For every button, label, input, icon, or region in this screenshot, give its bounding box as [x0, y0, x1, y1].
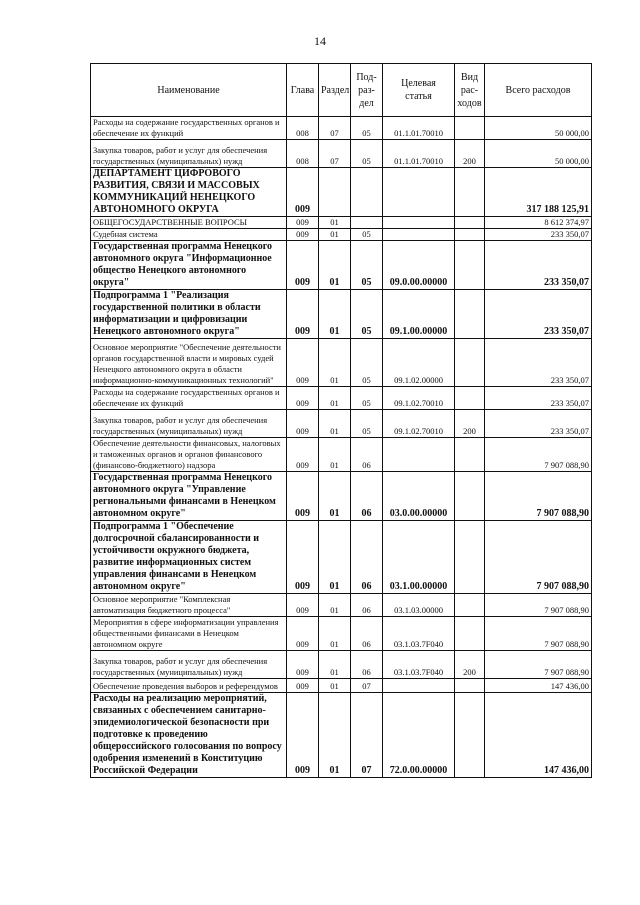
cell-target: 09.0.00.00000	[383, 241, 455, 290]
table-row	[91, 679, 592, 693]
cell-section	[319, 168, 351, 217]
table-row	[91, 438, 592, 472]
cell-name: Государственная программа Ненецкого автономного округа "Управление региональными финансами в Ненецком автономном округе"	[91, 472, 287, 521]
cell-chapter: 009	[287, 387, 319, 410]
cell-total: 233 350,07	[485, 410, 592, 438]
cell-section: 07	[319, 140, 351, 168]
cell-subsection: 06	[351, 472, 383, 521]
cell-chapter: 009	[287, 241, 319, 290]
cell-subsection: 06	[351, 521, 383, 594]
table-row	[91, 651, 592, 679]
cell-target: 03.1.03.7F040	[383, 617, 455, 651]
cell-subsection: 05	[351, 290, 383, 339]
header-name: Наименование	[91, 64, 287, 117]
cell-exp-type: 200	[455, 410, 485, 438]
cell-section: 01	[319, 387, 351, 410]
header-target: Целевая статья	[383, 64, 455, 117]
cell-name: Обеспечение деятельности финансовых, налоговых и таможенных органов и органов финансового (финансово-бюджетного) надзора	[91, 438, 287, 472]
cell-section: 01	[319, 617, 351, 651]
cell-name: Закупка товаров, работ и услуг для обеспечения государственных (муниципальных) нужд	[91, 140, 287, 168]
cell-section: 01	[319, 229, 351, 241]
budget-table	[90, 63, 592, 778]
cell-target	[383, 229, 455, 241]
cell-total: 50 000,00	[485, 140, 592, 168]
cell-exp-type	[455, 290, 485, 339]
cell-subsection	[351, 217, 383, 229]
cell-total: 7 907 088,90	[485, 594, 592, 617]
cell-total: 7 907 088,90	[485, 521, 592, 594]
cell-target	[383, 438, 455, 472]
cell-section: 01	[319, 339, 351, 387]
cell-target	[383, 168, 455, 217]
cell-section: 01	[319, 410, 351, 438]
cell-subsection: 07	[351, 693, 383, 778]
cell-target: 03.1.03.00000	[383, 594, 455, 617]
cell-subsection: 07	[351, 679, 383, 693]
cell-section: 01	[319, 472, 351, 521]
cell-name: Расходы на реализацию мероприятий, связанных с обеспечением санитарно-эпидемиологической безопасности при подготовке к проведению общероссийского голосования по вопросу одобрения изменений в Конституцию Российской Федерации	[91, 693, 287, 778]
cell-exp-type	[455, 472, 485, 521]
cell-exp-type: 200	[455, 651, 485, 679]
cell-exp-type	[455, 521, 485, 594]
cell-name: Судебная система	[91, 229, 287, 241]
cell-section: 01	[319, 693, 351, 778]
cell-chapter: 009	[287, 521, 319, 594]
cell-total: 147 436,00	[485, 679, 592, 693]
cell-chapter: 009	[287, 472, 319, 521]
cell-chapter: 008	[287, 117, 319, 140]
cell-subsection: 05	[351, 229, 383, 241]
table-header-row	[91, 64, 592, 117]
cell-subsection: 06	[351, 438, 383, 472]
table-row	[91, 521, 592, 594]
cell-total: 147 436,00	[485, 693, 592, 778]
table-row	[91, 168, 592, 217]
cell-section: 01	[319, 241, 351, 290]
table-row	[91, 693, 592, 778]
cell-exp-type	[455, 617, 485, 651]
cell-exp-type	[455, 229, 485, 241]
cell-subsection	[351, 168, 383, 217]
cell-target: 09.1.02.70010	[383, 410, 455, 438]
cell-target	[383, 679, 455, 693]
cell-section: 01	[319, 679, 351, 693]
cell-total: 8 612 374,97	[485, 217, 592, 229]
cell-target	[383, 217, 455, 229]
cell-chapter: 009	[287, 290, 319, 339]
cell-name: Государственная программа Ненецкого автономного округа "Информационное общество Ненецкого автономного округа"	[91, 241, 287, 290]
cell-exp-type	[455, 693, 485, 778]
cell-subsection: 05	[351, 339, 383, 387]
cell-chapter: 009	[287, 617, 319, 651]
cell-name: Подпрограмма 1 "Обеспечение долгосрочной сбалансированности и устойчивости окружного бюджета, развитие информационных систем управления финансами в Ненецком автономном округе"	[91, 521, 287, 594]
table-row	[91, 241, 592, 290]
cell-name: ДЕПАРТАМЕНТ ЦИФРОВОГО РАЗВИТИЯ, СВЯЗИ И МАССОВЫХ КОММУНИКАЦИЙ НЕНЕЦКОГО АВТОНОМНОГО ОКРУГА	[91, 168, 287, 217]
cell-subsection: 06	[351, 617, 383, 651]
cell-target: 09.1.00.00000	[383, 290, 455, 339]
table-row	[91, 290, 592, 339]
cell-chapter: 008	[287, 140, 319, 168]
cell-chapter: 009	[287, 339, 319, 387]
header-total: Всего расходов	[485, 64, 592, 117]
cell-exp-type	[455, 217, 485, 229]
cell-name: Закупка товаров, работ и услуг для обеспечения государственных (муниципальных) нужд	[91, 651, 287, 679]
cell-chapter: 009	[287, 217, 319, 229]
table-row	[91, 140, 592, 168]
cell-total: 233 350,07	[485, 387, 592, 410]
table-row	[91, 339, 592, 387]
page-number: 14	[314, 34, 326, 48]
cell-chapter: 009	[287, 679, 319, 693]
cell-subsection: 05	[351, 387, 383, 410]
cell-chapter: 009	[287, 594, 319, 617]
cell-total: 233 350,07	[485, 339, 592, 387]
cell-exp-type	[455, 679, 485, 693]
cell-exp-type	[455, 168, 485, 217]
table-row	[91, 387, 592, 410]
header-exp-type: Вид рас- ходов	[455, 64, 485, 117]
cell-exp-type	[455, 241, 485, 290]
cell-section: 01	[319, 290, 351, 339]
table-row	[91, 410, 592, 438]
cell-total: 50 000,00	[485, 117, 592, 140]
cell-total: 233 350,07	[485, 241, 592, 290]
table-row	[91, 217, 592, 229]
cell-name: Подпрограмма 1 "Реализация государственной политики в области информатизации и цифровизации Ненецкого автономного округа"	[91, 290, 287, 339]
cell-name: Основное мероприятие "Обеспечение деятельности органов государственной власти и мировых судей Ненецкого автономного округа в области информационно-коммуникационных технологий"	[91, 339, 287, 387]
cell-target: 01.1.01.70010	[383, 117, 455, 140]
table-row	[91, 617, 592, 651]
cell-name: Обеспечение проведения выборов и референдумов	[91, 679, 287, 693]
cell-total: 317 188 125,91	[485, 168, 592, 217]
cell-exp-type	[455, 339, 485, 387]
cell-total: 233 350,07	[485, 290, 592, 339]
cell-total: 233 350,07	[485, 229, 592, 241]
cell-subsection: 05	[351, 410, 383, 438]
cell-chapter: 009	[287, 168, 319, 217]
cell-name: Мероприятия в сфере информатизации управления общественными финансами в Ненецком автономном округе	[91, 617, 287, 651]
cell-name: Основное мероприятие "Комплексная автоматизация бюджетного процесса"	[91, 594, 287, 617]
cell-exp-type	[455, 438, 485, 472]
cell-subsection: 06	[351, 651, 383, 679]
cell-target: 09.1.02.00000	[383, 339, 455, 387]
cell-subsection: 05	[351, 117, 383, 140]
cell-target: 03.1.03.7F040	[383, 651, 455, 679]
cell-section: 07	[319, 117, 351, 140]
cell-section: 01	[319, 438, 351, 472]
cell-name: Расходы на содержание государственных органов и обеспечение их функций	[91, 387, 287, 410]
cell-target: 09.1.02.70010	[383, 387, 455, 410]
cell-exp-type	[455, 594, 485, 617]
header-section: Раздел	[319, 64, 351, 117]
cell-chapter: 009	[287, 229, 319, 241]
cell-total: 7 907 088,90	[485, 617, 592, 651]
cell-total: 7 907 088,90	[485, 651, 592, 679]
cell-target: 03.1.00.00000	[383, 521, 455, 594]
cell-chapter: 009	[287, 693, 319, 778]
cell-target: 03.0.00.00000	[383, 472, 455, 521]
cell-chapter: 009	[287, 651, 319, 679]
cell-exp-type	[455, 387, 485, 410]
cell-section: 01	[319, 521, 351, 594]
cell-total: 7 907 088,90	[485, 472, 592, 521]
cell-subsection: 05	[351, 241, 383, 290]
cell-chapter: 009	[287, 410, 319, 438]
table-row	[91, 594, 592, 617]
cell-subsection: 05	[351, 140, 383, 168]
cell-section: 01	[319, 651, 351, 679]
cell-chapter: 009	[287, 438, 319, 472]
table-row	[91, 117, 592, 140]
cell-section: 01	[319, 217, 351, 229]
cell-target: 72.0.00.00000	[383, 693, 455, 778]
header-subsection: Под- раз- дел	[351, 64, 383, 117]
cell-exp-type: 200	[455, 140, 485, 168]
cell-subsection: 06	[351, 594, 383, 617]
cell-total: 7 907 088,90	[485, 438, 592, 472]
table-row	[91, 472, 592, 521]
cell-name: Расходы на содержание государственных органов и обеспечение их функций	[91, 117, 287, 140]
cell-section: 01	[319, 594, 351, 617]
cell-name: Закупка товаров, работ и услуг для обеспечения государственных (муниципальных) нужд	[91, 410, 287, 438]
table-row	[91, 229, 592, 241]
cell-name: ОБЩЕГОСУДАРСТВЕННЫЕ ВОПРОСЫ	[91, 217, 287, 229]
cell-exp-type	[455, 117, 485, 140]
cell-target: 01.1.01.70010	[383, 140, 455, 168]
header-chapter: Глава	[287, 64, 319, 117]
